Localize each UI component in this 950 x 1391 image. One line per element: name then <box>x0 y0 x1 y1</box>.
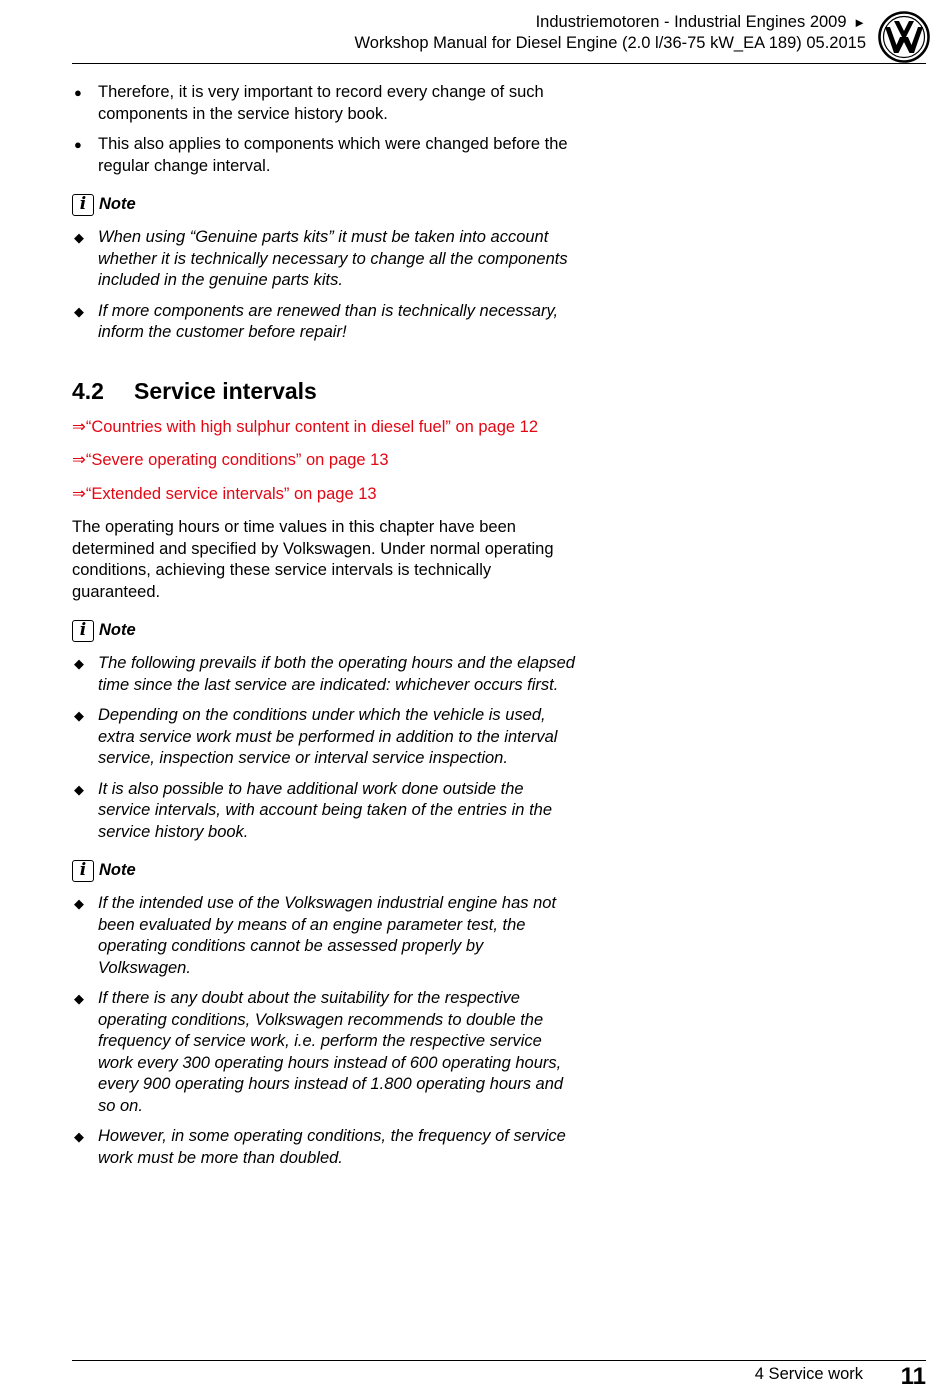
diamond-bullet-icon: ◆ <box>74 656 84 671</box>
header-title-line <box>355 12 866 33</box>
note-label: Note <box>99 861 136 880</box>
cross-reference-link[interactable] <box>72 450 577 472</box>
note-heading <box>72 620 577 642</box>
xref-text[interactable]: “Extended service intervals” on page 13 <box>85 484 377 503</box>
note-label: Note <box>99 195 136 214</box>
list-item <box>72 134 577 177</box>
xref-text[interactable]: “Severe operating conditions” on page 13 <box>85 451 389 469</box>
info-icon: i <box>72 194 94 216</box>
section-title: Service intervals <box>134 377 317 404</box>
note-item-text: If more components are renewed than is technically necessary, inform the customer before repair! <box>98 301 559 341</box>
note-item-text: Depending on the conditions under which the vehicle is used, extra service work must be performed in addition to the interval service, inspection service or interval service inspection. <box>98 706 558 767</box>
diamond-bullet-icon: ◆ <box>74 708 84 723</box>
body-paragraph: The operating hours or time values in this chapter have been determined and specified by Volkswagen. Under normal operating conditions, achieving these service intervals is technically guaranteed. <box>72 518 554 601</box>
section-heading <box>72 377 577 405</box>
note-item-text: If the intended use of the Volkswagen industrial engine has not been evaluated by means of an engine parameter test, the operating conditions cannot be assessed properly by Volkswagen. <box>98 894 557 977</box>
note-label: Note <box>99 621 136 640</box>
note-item-text: It is also possible to have additional work done outside the service intervals, with account being taken of the entries in the service history book. <box>98 779 552 841</box>
volkswagen-logo-icon <box>878 11 930 63</box>
info-icon: i <box>72 620 94 642</box>
note-heading <box>72 194 577 216</box>
section-number: 4.2 <box>72 377 104 404</box>
cross-reference-link[interactable] <box>72 417 577 439</box>
diamond-bullet-icon: ◆ <box>74 1129 84 1144</box>
note-item <box>72 653 577 696</box>
header-divider <box>72 63 926 64</box>
page-header <box>355 12 866 54</box>
note-item-text: However, in some operating conditions, the frequency of service work must be more than doubled. <box>98 1127 566 1167</box>
info-icon: i <box>72 860 94 882</box>
footer-divider <box>72 1360 926 1361</box>
note-item <box>72 988 577 1117</box>
cross-reference-link[interactable] <box>72 484 577 506</box>
xref-arrow-icon: ⇒ <box>72 484 86 503</box>
list-item <box>72 82 577 125</box>
note-item <box>72 893 577 979</box>
next-page-arrow-icon[interactable]: ► <box>853 15 866 30</box>
bullet-icon: ● <box>74 137 82 152</box>
list-item-text: This also applies to components which were changed before the regular change interval. <box>98 135 568 175</box>
bullet-icon: ● <box>74 85 82 100</box>
page-number: 11 <box>900 1363 926 1390</box>
note-item-text: The following prevails if both the operating hours and the elapsed time since the last service are indicated: whichever occurs first. <box>98 654 575 694</box>
note-item <box>72 779 577 844</box>
diamond-bullet-icon: ◆ <box>74 230 84 245</box>
diamond-bullet-icon: ◆ <box>74 991 84 1006</box>
footer-chapter: 4 Service work <box>754 1365 863 1383</box>
note-item-text: When using “Genuine parts kits” it must be taken into account whether it is technically necessary to change all the components included in the genuine parts kits. <box>98 228 568 289</box>
page-content <box>72 82 577 1178</box>
xref-arrow-icon: ⇒ <box>72 451 86 469</box>
note-item-text: If there is any doubt about the suitability for the respective operating conditions, Volkswagen recommends to double the frequency of service work, i.e. perform the respective service work every 300 operating hours instead of 600 operating hours, every 900 operating hours instead of 1.800 operating hours and so on. <box>98 989 564 1115</box>
xref-arrow-icon: ⇒ <box>72 417 86 436</box>
diamond-bullet-icon: ◆ <box>74 303 84 319</box>
note-item <box>72 301 577 344</box>
note-item <box>72 705 577 770</box>
header-title: Industriemotoren - Industrial Engines 2009 <box>535 13 847 31</box>
diamond-bullet-icon: ◆ <box>74 781 84 797</box>
xref-text[interactable]: “Countries with high sulphur content in diesel fuel” on page 12 <box>85 417 539 436</box>
note-item <box>72 1126 577 1169</box>
note-heading <box>72 860 577 882</box>
list-item-text: Therefore, it is very important to record every change of such components in the service history book. <box>98 83 544 123</box>
diamond-bullet-icon: ◆ <box>74 896 84 911</box>
note-item <box>72 227 577 292</box>
header-subtitle: Workshop Manual for Diesel Engine (2.0 l/36-75 kW_EA 189) 05.2015 <box>354 34 866 52</box>
